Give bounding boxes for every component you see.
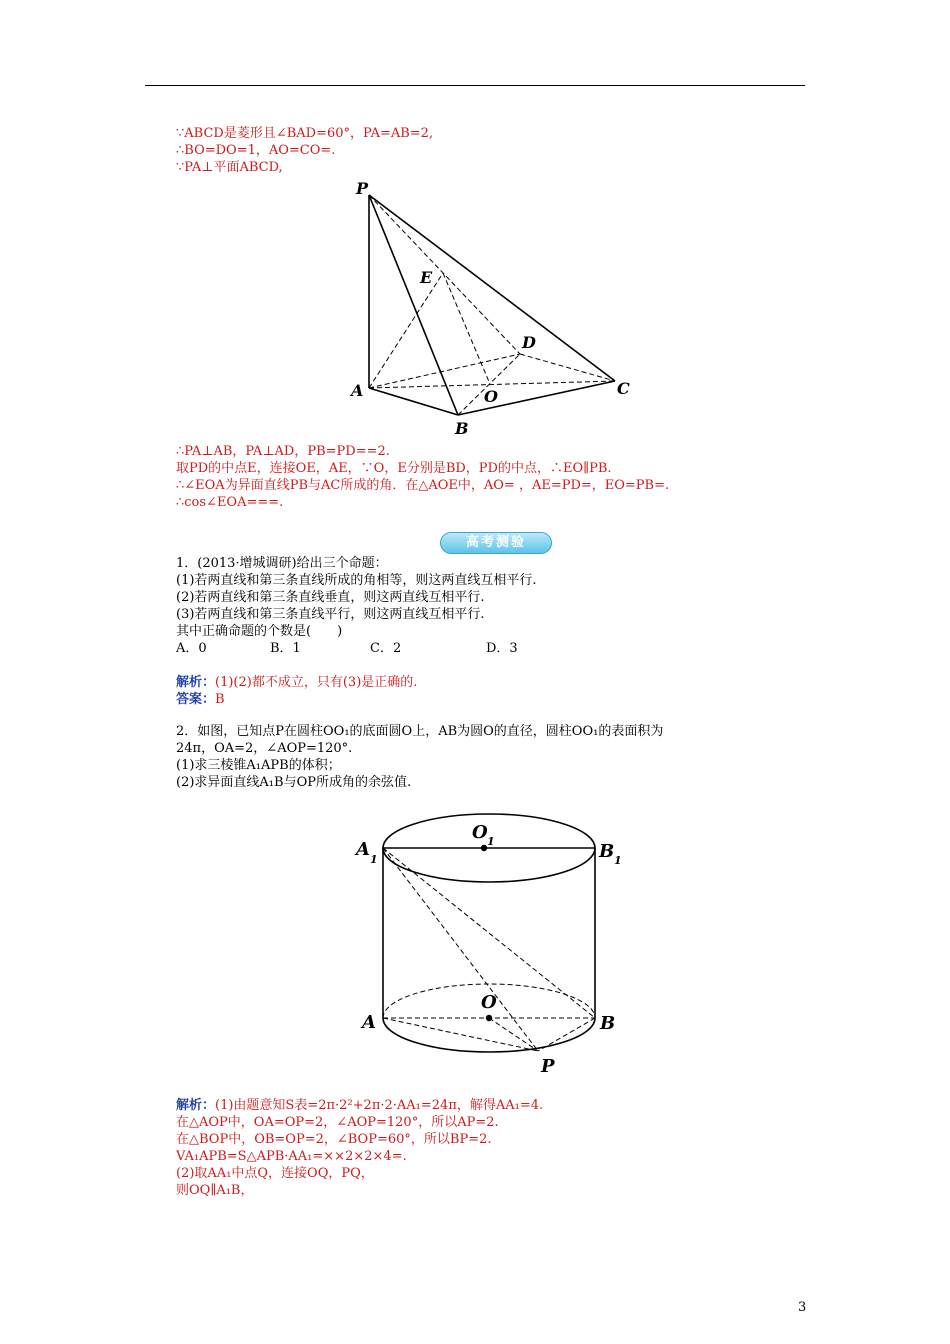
solution-bottom-line-4: (2)取AA₁中点Q，连接OQ，PQ， (176, 1166, 374, 1181)
label-A1-sub: 1 (370, 853, 378, 866)
segment-A1P (383, 848, 538, 1051)
q1-option-b: B．1 (270, 641, 301, 656)
edge-AB (369, 388, 458, 415)
segment-OP (489, 1018, 538, 1051)
pyramid-figure (340, 170, 650, 440)
page-number: 3 (798, 1300, 807, 1315)
solution-line-3: ∵PA⊥平面ABCD, (176, 160, 283, 175)
label-O: O (481, 992, 497, 1013)
header-rule (145, 85, 805, 86)
label-D: D (522, 333, 536, 352)
solution-bottom-first (176, 1098, 543, 1114)
segment-AP (383, 1018, 538, 1051)
label-B: B (600, 1013, 616, 1034)
solution-bottom-line-2: 在△BOP中，OB=OP=2，∠BOP=60°，所以BP=2. (176, 1132, 492, 1147)
q1-question: 其中正确命题的个数是( ) (176, 624, 343, 639)
solution-line-4: ∴PA⊥AB，PA⊥AD，PB=PD==2. (176, 444, 390, 459)
segment-EO (443, 273, 490, 384)
point-O (486, 1015, 492, 1021)
solution-bottom-first-text: (1)由题意知S表=2π·2²+2π·2·AA₁=24π，解得AA₁=4. (215, 1098, 544, 1113)
label-A1: A (356, 839, 370, 860)
solution-line-7: ∴cos∠EOA===. (176, 495, 284, 510)
solution-line-1: ∵ABCD是菱形且∠BAD=60°，PA=AB=2, (176, 126, 434, 141)
q2-part-2: (2)求异面直线A₁B与OP所成角的余弦值. (176, 775, 412, 790)
label-O: O (484, 387, 498, 406)
q1-analysis (176, 675, 417, 691)
edge-DC (520, 354, 615, 381)
solution-line-2: ∴BO=DO=1，AO=CO=. (176, 143, 336, 158)
q1-answer (176, 692, 225, 708)
q1-item-3: (3)若两直线和第三条直线平行，则这两直线互相平行. (176, 607, 485, 622)
solution-bottom-line-1: 在△AOP中，OA=OP=2，∠AOP=120°，所以AP=2. (176, 1115, 499, 1130)
edge-BC (458, 381, 615, 415)
label-P: P (541, 1056, 555, 1077)
q1-option-c: C．2 (370, 641, 402, 656)
segment-AE (369, 273, 443, 388)
q2-stem-line-2: 24π，OA=2，∠AOP=120°. (176, 741, 353, 756)
label-P: P (356, 179, 369, 198)
solution-line-6: ∴∠EOA为异面直线PB与AC所成的角．在△AOE中，AO= ，AE=PD=，EO=PB=. (176, 478, 670, 493)
q2-stem-line-1: 2．如图，已知点P在圆柱OO₁的底面圆O上，AB为圆O的直径，圆柱OO₁的表面积为 (176, 724, 664, 739)
q1-option-a: A．0 (176, 641, 207, 656)
solution-line-5: 取PD的中点E，连接OE，AE，∵O，E分别是BD，PD的中点，∴EO∥PB. (176, 461, 612, 476)
q1-stem: 1．(2013·增城调研)给出三个命题： (176, 556, 388, 571)
label-A: A (362, 1012, 376, 1033)
bottom-front-arc (383, 1018, 595, 1052)
label-A: A (351, 381, 364, 400)
q1-item-2: (2)若两直线和第三条直线垂直，则这两直线互相平行. (176, 590, 485, 605)
q1-item-1: (1)若两直线和第三条直线所成的角相等，则这两直线互相平行. (176, 573, 537, 588)
q1-analysis-label: 解析： (176, 675, 216, 690)
edge-PD (369, 195, 520, 354)
label-C: C (617, 379, 630, 398)
q1-answer-text: B (215, 692, 225, 707)
label-O1-sub: 1 (487, 835, 495, 848)
label-B1-sub: 1 (614, 854, 622, 867)
solution-bottom-label: 解析： (176, 1098, 216, 1113)
q1-option-d: D．3 (486, 641, 518, 656)
label-B1: B (599, 841, 615, 862)
q1-analysis-text: (1)(2)都不成立，只有(3)是正确的. (215, 675, 418, 690)
section-banner: 高考测验 (440, 532, 552, 554)
cylinder-figure (350, 805, 640, 1085)
solution-bottom-line-3: VA₁APB=S△APB·AA₁=××2×2×4=. (176, 1149, 407, 1164)
q1-answer-label: 答案： (176, 692, 216, 707)
label-O1: O (472, 822, 488, 843)
label-E: E (420, 268, 433, 287)
solution-bottom-line-5: 则OQ∥A₁B， (176, 1183, 254, 1198)
label-B: B (455, 419, 469, 438)
q2-part-1: (1)求三棱锥A₁APB的体积； (176, 758, 341, 773)
